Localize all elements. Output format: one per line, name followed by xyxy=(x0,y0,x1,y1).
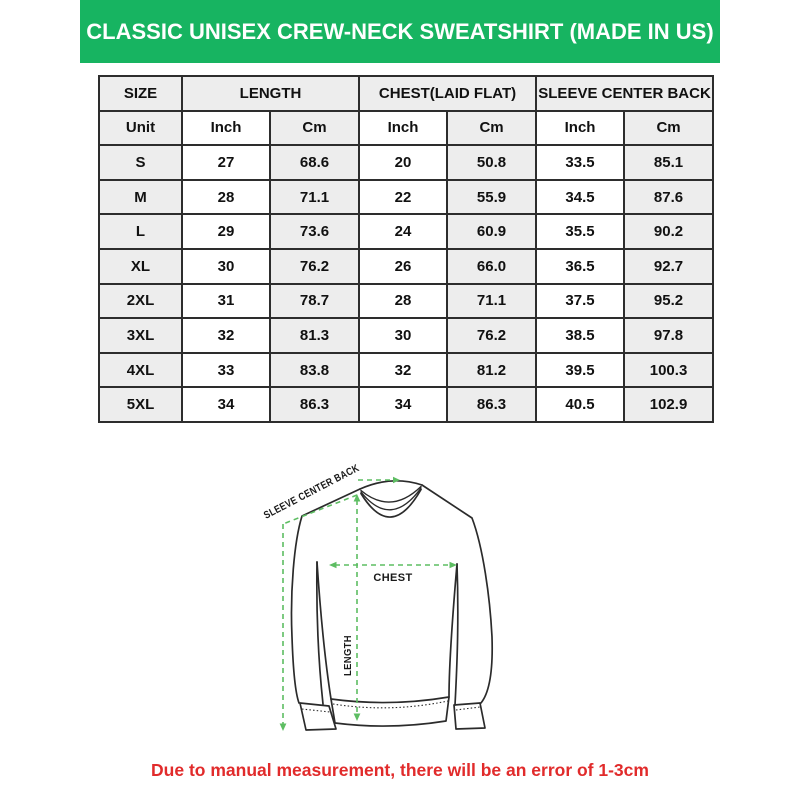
right-cuff xyxy=(454,703,485,729)
value-cell: 34 xyxy=(359,387,447,422)
value-cell: 33 xyxy=(182,353,270,388)
unit-header-cell: Cm xyxy=(270,111,359,146)
table-row xyxy=(99,249,713,284)
size-cell: 4XL xyxy=(99,353,182,388)
page-title: CLASSIC UNISEX CREW-NECK SWEATSHIRT (MADE IN US) xyxy=(86,18,714,44)
sweatshirt-illustration xyxy=(250,452,580,752)
sweatshirt-diagram xyxy=(250,452,580,752)
value-cell: 71.1 xyxy=(270,180,359,215)
arrow-down-icon xyxy=(280,724,287,732)
value-cell: 29 xyxy=(182,214,270,249)
left-cuff xyxy=(300,703,336,730)
size-table-body xyxy=(99,145,713,422)
value-cell: 95.2 xyxy=(624,284,713,319)
value-cell: 81.2 xyxy=(447,353,536,388)
value-cell: 35.5 xyxy=(536,214,624,249)
value-cell: 26 xyxy=(359,249,447,284)
value-cell: 28 xyxy=(182,180,270,215)
value-cell: 68.6 xyxy=(270,145,359,180)
value-cell: 40.5 xyxy=(536,387,624,422)
value-cell: 39.5 xyxy=(536,353,624,388)
table-row xyxy=(99,318,713,353)
value-cell: 31 xyxy=(182,284,270,319)
value-cell: 32 xyxy=(182,318,270,353)
value-cell: 66.0 xyxy=(447,249,536,284)
value-cell: 71.1 xyxy=(447,284,536,319)
size-cell: 5XL xyxy=(99,387,182,422)
waistband xyxy=(331,697,449,726)
unit-header-cell: Inch xyxy=(359,111,447,146)
size-cell: S xyxy=(99,145,182,180)
group-header-sleeve: SLEEVE CENTER BACK xyxy=(536,76,713,111)
size-cell: 2XL xyxy=(99,284,182,319)
title-bar xyxy=(80,0,720,63)
arrow-right-icon xyxy=(393,477,400,483)
value-cell: 97.8 xyxy=(624,318,713,353)
group-header-size: SIZE xyxy=(99,76,182,111)
arrow-left-icon xyxy=(329,562,337,568)
value-cell: 24 xyxy=(359,214,447,249)
value-cell: 38.5 xyxy=(536,318,624,353)
value-cell: 27 xyxy=(182,145,270,180)
collar-rib-line xyxy=(361,487,421,503)
right-cuff-stitch xyxy=(456,707,480,710)
arrow-down-icon xyxy=(354,714,361,722)
group-header-chest: CHEST(LAID FLAT) xyxy=(359,76,536,111)
value-cell: 87.6 xyxy=(624,180,713,215)
value-cell: 73.6 xyxy=(270,214,359,249)
unit-header-cell: Unit xyxy=(99,111,182,146)
unit-header-cell: Inch xyxy=(182,111,270,146)
measurement-lines xyxy=(280,477,457,731)
table-row xyxy=(99,284,713,319)
value-cell: 34 xyxy=(182,387,270,422)
value-cell: 33.5 xyxy=(536,145,624,180)
table-row xyxy=(99,353,713,388)
measurement-labels xyxy=(261,452,413,676)
body-left-seam xyxy=(317,562,331,699)
sleeve-center-back-label: SLEEVE CENTER BACK xyxy=(261,452,381,522)
value-cell: 92.7 xyxy=(624,249,713,284)
value-cell: 102.9 xyxy=(624,387,713,422)
table-row xyxy=(99,180,713,215)
length-label: LENGTH xyxy=(342,630,354,676)
value-cell: 20 xyxy=(359,145,447,180)
value-cell: 30 xyxy=(359,318,447,353)
group-header-length: LENGTH xyxy=(182,76,359,111)
size-table xyxy=(98,75,714,423)
unit-header-cell: Cm xyxy=(624,111,713,146)
value-cell: 30 xyxy=(182,249,270,284)
value-cell: 36.5 xyxy=(536,249,624,284)
size-cell: L xyxy=(99,214,182,249)
unit-header-row xyxy=(99,111,713,146)
value-cell: 37.5 xyxy=(536,284,624,319)
table-row xyxy=(99,214,713,249)
value-cell: 78.7 xyxy=(270,284,359,319)
value-cell: 76.2 xyxy=(447,318,536,353)
size-cell: 3XL xyxy=(99,318,182,353)
value-cell: 32 xyxy=(359,353,447,388)
unit-header-cell: Cm xyxy=(447,111,536,146)
size-cell: XL xyxy=(99,249,182,284)
sweatshirt-outline xyxy=(291,481,492,730)
value-cell: 60.9 xyxy=(447,214,536,249)
group-header-row xyxy=(99,76,713,111)
size-cell: M xyxy=(99,180,182,215)
value-cell: 50.8 xyxy=(447,145,536,180)
left-cuff-stitch xyxy=(302,709,330,712)
value-cell: 76.2 xyxy=(270,249,359,284)
value-cell: 81.3 xyxy=(270,318,359,353)
table-row xyxy=(99,387,713,422)
value-cell: 83.8 xyxy=(270,353,359,388)
disclaimer-text: Due to manual measurement, there will be an error of 1-3cm xyxy=(151,760,649,780)
value-cell: 90.2 xyxy=(624,214,713,249)
table-row xyxy=(99,145,713,180)
value-cell: 85.1 xyxy=(624,145,713,180)
value-cell: 22 xyxy=(359,180,447,215)
value-cell: 100.3 xyxy=(624,353,713,388)
value-cell: 28 xyxy=(359,284,447,319)
value-cell: 86.3 xyxy=(270,387,359,422)
unit-header-cell: Inch xyxy=(536,111,624,146)
collar-outline xyxy=(360,481,422,489)
value-cell: 34.5 xyxy=(536,180,624,215)
chest-label: CHEST xyxy=(373,572,413,584)
value-cell: 86.3 xyxy=(447,387,536,422)
value-cell: 55.9 xyxy=(447,180,536,215)
